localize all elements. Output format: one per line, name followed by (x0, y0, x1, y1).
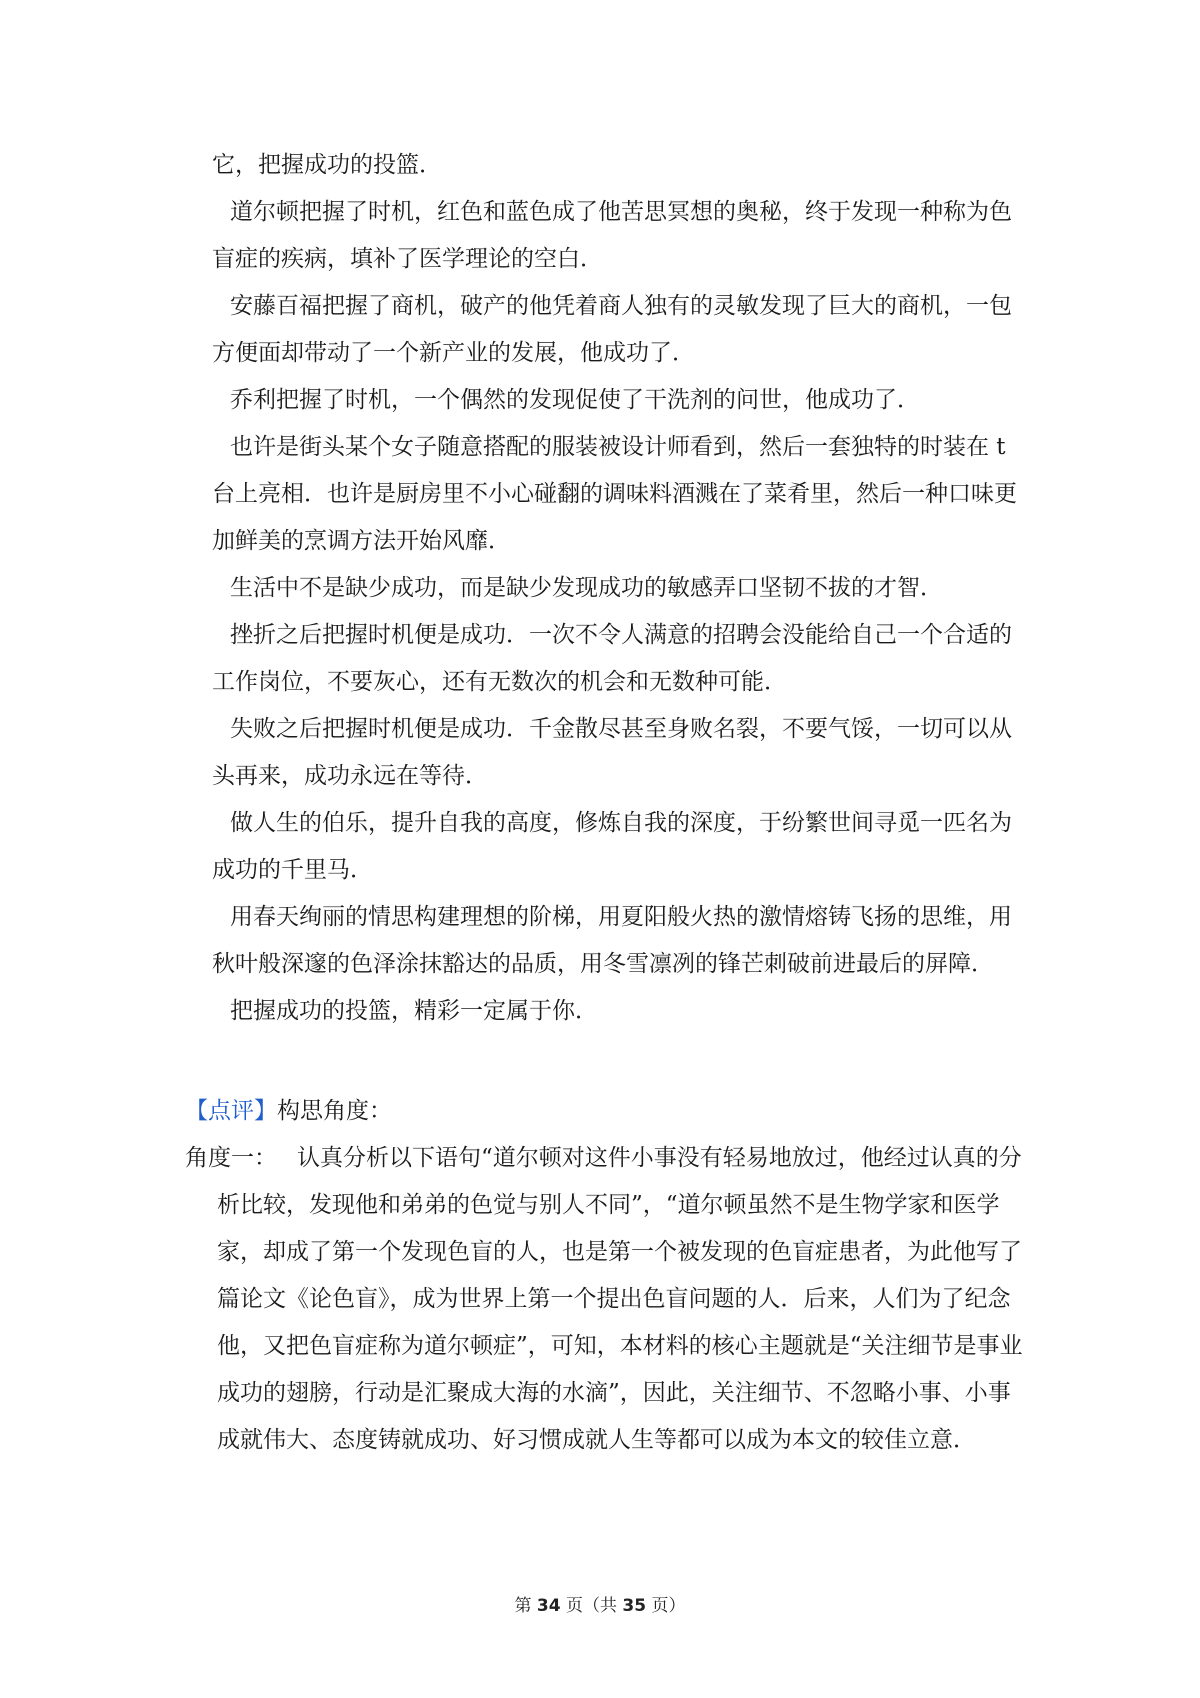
essay-paragraph: 道尔顿把握了时机，红色和蓝色成了他苦思冥想的奥秘，终于发现一种称为色盲症的疾病，填补了医学理论的空白． (212, 199, 1012, 272)
essay-paragraph: 乔利把握了时机，一个偶然的发现促使了干洗剂的问世，他成功了． (230, 387, 920, 413)
essay-paragraph: 失败之后把握时机便是成功．千金散尽甚至身败名裂，不要气馁，一切可以从头再来，成功永远在等待． (212, 716, 1012, 789)
page-footer (0, 1591, 1200, 1616)
total-page-number: 35 (622, 1596, 647, 1616)
footer-middle: 页（共 (566, 1596, 617, 1616)
essay-paragraph: 生活中不是缺少成功，而是缺少发现成功的敏感弄口坚韧不拔的才智． (230, 575, 943, 601)
essay-paragraph: 把握成功的投篮，精彩一定属于你． (230, 998, 598, 1024)
essay-body (212, 142, 1027, 1035)
angle-label: 角度一： (185, 1145, 277, 1171)
angle-analysis (185, 1135, 1027, 1464)
footer-suffix: 页） (651, 1596, 686, 1616)
essay-paragraph: 做人生的伯乐，提升自我的高度，修炼自我的深度，于纷繁世间寻觅一匹名为成功的千里马． (212, 810, 1012, 883)
essay-paragraph: 挫折之后把握时机便是成功．一次不令人满意的招聘会没能给自己一个合适的工作岗位，不要灰心，还有无数次的机会和无数种可能． (212, 622, 1012, 695)
current-page-number: 34 (536, 1596, 561, 1616)
comment-heading (185, 1088, 392, 1135)
essay-paragraph: 用春天绚丽的情思构建理想的阶梯，用夏阳般火热的激情熔铸飞扬的思维，用秋叶般深邃的色泽涂抹豁达的品质，用冬雪凛冽的锋芒刺破前进最后的屏障． (212, 904, 1012, 977)
comment-text: 构思角度： (277, 1098, 392, 1124)
angle-text: 认真分析以下语句“道尔顿对这件小事没有轻易地放过，他经过认真的分析比较，发现他和弟弟的色觉与别人不同”，“道尔顿虽然不是生物学家和医学家，却成了第一个发现色盲的人，也是第一个被发现的色盲症患者，为此他写了篇论文《论色盲》，成为世界上第一个提出色盲问题的人．后来，人们为了纪念他，又把色盲症称为道尔顿症”，可知，本材料的核心主题就是“关注细节是事业成功的翅膀，行动是汇聚成大海的水滴”，因此，关注细节、不忽略小事、小事成就伟大、态度铸就成功、好习惯成就人生等都可以成为本文的较佳立意． (217, 1145, 1023, 1453)
essay-paragraph: 也许是街头某个女子随意搭配的服装被设计师看到，然后一套独特的时装在 t 台上亮相．也许是厨房里不小心碰翻的调味料酒溅在了菜肴里，然后一种口味更加鲜美的烹调方法开始风靡． (212, 434, 1017, 554)
essay-paragraph: 它，把握成功的投篮． (212, 152, 442, 178)
comment-tag: 【点评】 (185, 1098, 277, 1124)
essay-paragraph: 安藤百福把握了商机，破产的他凭着商人独有的灵敏发现了巨大的商机，一包方便面却带动了一个新产业的发展，他成功了． (212, 293, 1012, 366)
footer-prefix: 第 (514, 1596, 532, 1616)
